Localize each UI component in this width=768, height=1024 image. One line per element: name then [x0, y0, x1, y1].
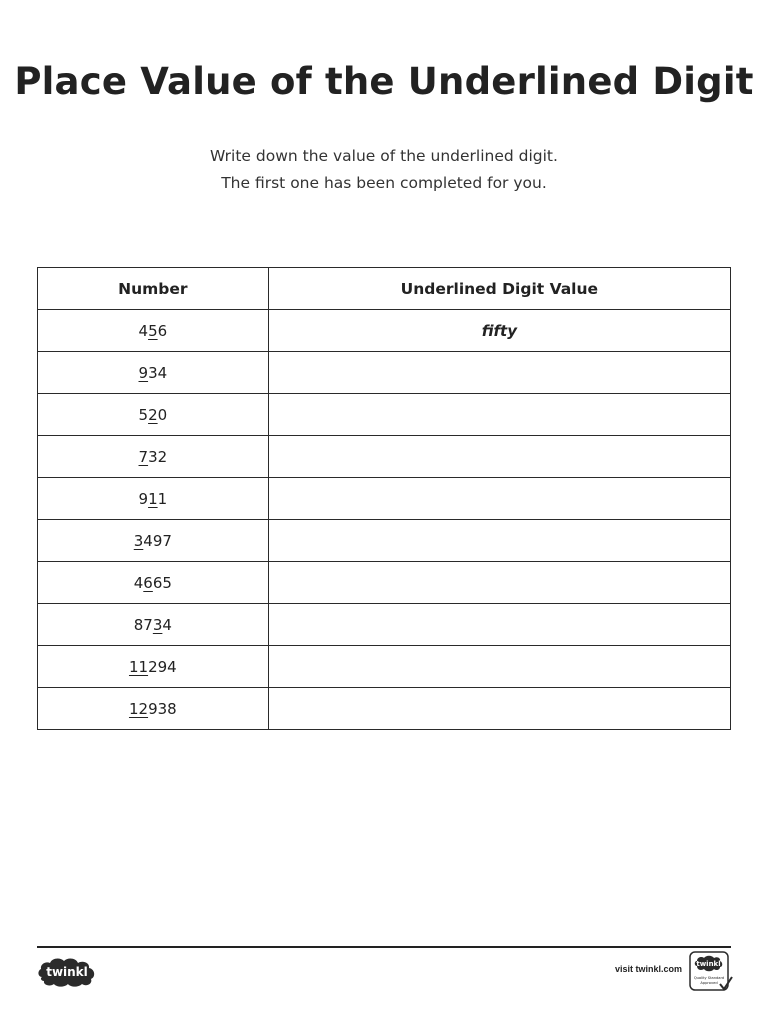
answer-cell[interactable] [268, 394, 730, 436]
underlined-digit: 1 [148, 489, 158, 508]
answer-cell[interactable] [268, 520, 730, 562]
table-row [38, 310, 731, 352]
number-before: 4 [138, 321, 149, 340]
svg-text:twinkl: twinkl [46, 965, 88, 979]
number-after: 938 [148, 699, 177, 718]
table-row [38, 646, 731, 688]
number-cell [38, 352, 269, 394]
number-after: 6 [157, 321, 168, 340]
underlined-digit: 11 [128, 657, 149, 676]
svg-text:Approved: Approved [700, 981, 718, 985]
number-cell [38, 562, 269, 604]
table-row [38, 688, 731, 730]
answer-cell[interactable] [268, 646, 730, 688]
number-after: 34 [148, 363, 168, 382]
answer-cell[interactable] [268, 562, 730, 604]
table-row [38, 436, 731, 478]
number-before: 5 [138, 405, 149, 424]
answer-cell[interactable] [268, 688, 730, 730]
number-after: 65 [152, 573, 172, 592]
number-cell [38, 646, 269, 688]
number-cell [38, 436, 269, 478]
underlined-digit: 6 [143, 573, 153, 592]
twinkl-logo-icon [36, 955, 98, 989]
table-row [38, 562, 731, 604]
answer-cell[interactable] [268, 436, 730, 478]
twinkl-logo[interactable] [36, 955, 98, 989]
number-before: 9 [138, 489, 149, 508]
instruction-line-2: The first one has been completed for you. [221, 174, 547, 192]
header-digit-value: Underlined Digit Value [268, 268, 730, 310]
answer-cell[interactable] [268, 352, 730, 394]
table-row [38, 352, 731, 394]
number-cell [38, 688, 269, 730]
number-cell [38, 394, 269, 436]
svg-text:twinkl: twinkl [696, 960, 721, 968]
instruction-line-1: Write down the value of the underlined digit. [210, 147, 558, 165]
answer-cell[interactable] [268, 478, 730, 520]
underlined-digit: 12 [128, 699, 149, 718]
underlined-digit: 3 [152, 615, 163, 634]
number-after: 497 [143, 531, 172, 550]
number-before: 4 [133, 573, 144, 592]
underlined-digit: 3 [133, 531, 144, 550]
header-number: Number [38, 268, 269, 310]
quality-badge-icon [689, 951, 733, 993]
number-after: 32 [148, 447, 168, 466]
underlined-digit: 9 [138, 363, 149, 382]
number-after: 294 [148, 657, 177, 676]
worksheet-table [37, 267, 731, 730]
table-header-row [38, 268, 731, 310]
number-cell [38, 478, 269, 520]
number-cell [38, 520, 269, 562]
page-title: Place Value of the Underlined Digit [14, 60, 754, 103]
underlined-digit: 5 [148, 321, 158, 340]
footer-divider [37, 946, 731, 948]
number-after: 0 [157, 405, 168, 424]
visit-link[interactable]: visit twinkl.com [614, 964, 682, 974]
number-cell [38, 604, 269, 646]
number-after: 1 [157, 489, 168, 508]
quality-badge [689, 951, 733, 993]
table-row [38, 478, 731, 520]
answer-cell[interactable] [268, 604, 730, 646]
number-before: 87 [133, 615, 153, 634]
number-after: 4 [162, 615, 172, 634]
svg-text:Quality Standard: Quality Standard [693, 976, 725, 980]
number-cell [38, 310, 269, 352]
underlined-digit: 7 [138, 447, 149, 466]
answer-cell[interactable]: fifty [268, 310, 730, 352]
table-row [38, 520, 731, 562]
table-row [38, 394, 731, 436]
table-row [38, 604, 731, 646]
underlined-digit: 2 [148, 405, 158, 424]
